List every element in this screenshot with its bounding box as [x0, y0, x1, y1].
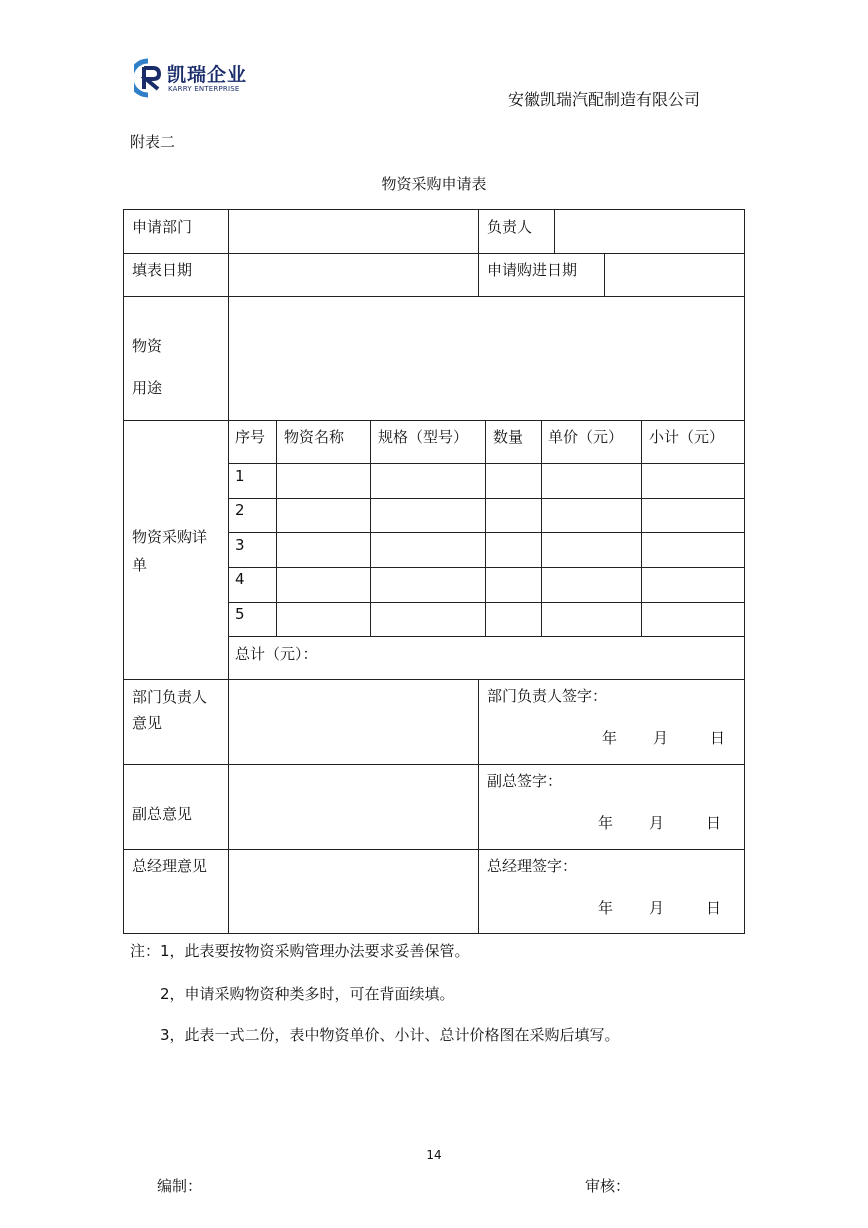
appendix-label: 附表二 [130, 133, 176, 151]
grid-line [228, 567, 744, 568]
date-day: 日 [710, 729, 726, 747]
col-divider [604, 253, 605, 296]
column-header: 序号 [235, 428, 266, 446]
purpose-label: 用途 [132, 379, 163, 397]
label-column-divider [228, 210, 229, 933]
form-title: 物资采购申请表 [381, 175, 487, 193]
logo-english-name: KARRY ENTERPRISE [168, 85, 240, 93]
reviewed-by-label: 审核： [585, 1177, 631, 1195]
dept-opinion-label: 部门负责人 [132, 688, 208, 706]
date-year: 年 [598, 899, 614, 917]
detail-label: 物资采购详 [132, 528, 208, 546]
col-divider [478, 210, 479, 296]
date-year: 年 [602, 729, 618, 747]
logo-chinese-name: 凯瑞企业 [167, 64, 248, 86]
page-number: 14 [426, 1148, 442, 1162]
grid-line [228, 532, 744, 533]
row-number: 1 [235, 467, 245, 485]
column-header: 小计（元） [649, 428, 725, 446]
company-logo [134, 58, 254, 98]
row-number: 5 [235, 605, 245, 623]
date-month: 月 [649, 814, 665, 832]
grid-line [228, 463, 744, 464]
dept-sign-label: 部门负责人签字： [487, 687, 608, 705]
column-header: 规格（型号） [378, 428, 469, 446]
column-header: 物资名称 [284, 428, 345, 446]
date-month: 月 [653, 729, 669, 747]
col-divider [485, 420, 486, 636]
gm-opinion-label: 总经理意见 [132, 857, 208, 875]
col-divider [641, 420, 642, 636]
row-divider [124, 420, 744, 421]
date-day: 日 [706, 899, 722, 917]
vp-opinion-label: 副总意见 [132, 805, 193, 823]
row-number: 2 [235, 501, 245, 519]
grid-line [228, 602, 744, 603]
purpose-label: 物资 [132, 337, 163, 355]
row-divider [124, 296, 744, 297]
col-divider [541, 420, 542, 636]
logo-mark-icon [134, 58, 164, 98]
row-number: 3 [235, 536, 245, 554]
row-number: 4 [235, 570, 245, 588]
row-divider [124, 764, 744, 765]
detail-label: 单 [132, 556, 148, 574]
dept-label: 申请部门 [132, 218, 193, 236]
note-line: 注：1，此表要按物资采购管理办法要求妥善保管。 [130, 942, 470, 960]
col-divider [370, 420, 371, 636]
row-divider [124, 849, 744, 850]
date-month: 月 [649, 899, 665, 917]
column-header: 单价（元） [548, 428, 624, 446]
compiled-by-label: 编制： [157, 1177, 203, 1195]
dept-opinion-label: 意见 [132, 714, 163, 732]
purchase-date-label: 申请购进日期 [487, 261, 578, 279]
column-header: 数量 [493, 428, 524, 446]
grid-line [228, 498, 744, 499]
gm-sign-label: 总经理签字： [487, 857, 578, 875]
note-line: 2，申请采购物资种类多时，可在背面续填。 [160, 985, 455, 1003]
company-name: 安徽凯瑞汽配制造有限公司 [508, 90, 701, 109]
col-divider [554, 210, 555, 253]
grid-line [228, 636, 744, 637]
date-day: 日 [706, 814, 722, 832]
total-label: 总计（元）： [235, 645, 318, 663]
col-divider [478, 679, 479, 933]
col-divider [276, 420, 277, 636]
vp-sign-label: 副总签字： [487, 772, 563, 790]
fill-date-label: 填表日期 [132, 261, 193, 279]
date-year: 年 [598, 814, 614, 832]
purchase-request-form [123, 209, 745, 934]
row-divider [124, 679, 744, 680]
row-divider [124, 253, 744, 254]
note-line: 3，此表一式二份，表中物资单价、小计、总计价格图在采购后填写。 [160, 1026, 620, 1044]
owner-label: 负责人 [487, 218, 533, 236]
